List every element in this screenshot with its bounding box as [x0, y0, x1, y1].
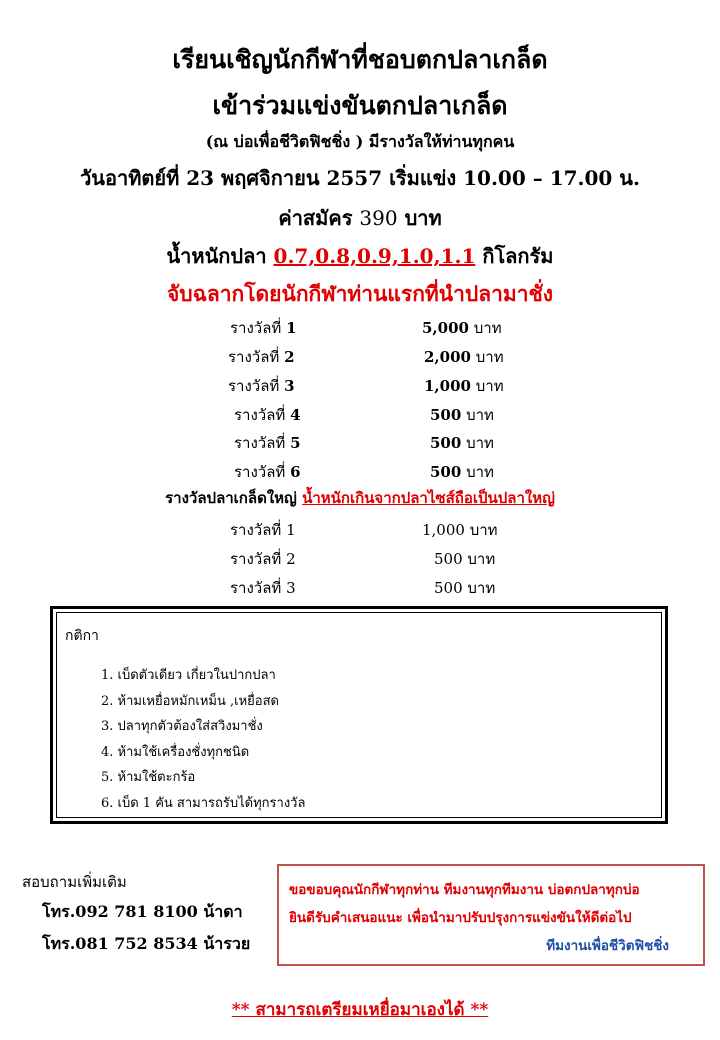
rule-item: 2. ห้ามเหยื่อหมักเหม็น ,เหยื่อสด	[101, 693, 279, 709]
big-fish-prize-amount: 500 บาท	[434, 550, 496, 568]
big-fish-title: รางวัลปลาเกล็ดใหญ่	[165, 489, 297, 507]
prize-label: รางวัลที่ 1	[230, 319, 297, 337]
date-time-line: วันอาทิตย์ที่ 23 พฤศจิกายน 2557 เริ่มแข่ง 10.00 – 17.00 น.	[80, 166, 640, 190]
prize-amount: 500 บาท	[430, 434, 494, 452]
prize-amount: 5,000 บาท	[422, 319, 502, 337]
big-fish-prize-amount: 1,000 บาท	[422, 521, 498, 539]
prize-amount: 500 บาท	[430, 463, 494, 481]
prize-amount: 2,000 บาท	[424, 348, 504, 366]
big-fish-prize-label: รางวัลที่ 1	[230, 521, 296, 539]
prize-label: รางวัลที่ 6	[234, 463, 301, 481]
big-fish-prize-amount: 500 บาท	[434, 579, 496, 597]
rules-title: กติกา	[65, 628, 99, 644]
rules-inner-frame	[56, 612, 662, 818]
thanks-line: ขอขอบคุณนักกีฬาทุกท่าน ทีมงานทุกทีมงาน บ่อตกปลาทุกบ่อ	[289, 882, 640, 898]
fee-unit: บาท	[404, 206, 442, 230]
contact-label: สอบถามเพิ่มเติม	[22, 873, 127, 891]
contact-phone: โทร.092 781 8100 น้าดา	[42, 902, 243, 921]
thanks-box	[277, 864, 705, 966]
big-fish-prize-label: รางวัลที่ 3	[230, 579, 296, 597]
fee-label: ค่าสมัคร	[278, 206, 353, 230]
big-fish-note: น้ำหนักเกินจากปลาไซส์ถือเป็นปลาใหญ่	[302, 489, 555, 507]
weight-unit: กิโลกรัม	[482, 244, 554, 268]
rules-list	[101, 663, 305, 816]
headline-invite: เรียนเชิญนักกีฬาที่ชอบตกปลาเกล็ด	[172, 45, 548, 74]
rule-item: 1. เบ็ดตัวเดียว เกี่ยวในปากปลา	[101, 668, 276, 683]
contact-phone: โทร.081 752 8534 น้ารวย	[42, 934, 251, 953]
entry-fee	[0, 202, 720, 234]
bait-note: ** สามารถเตรียมเหยื่อมาเองได้ **	[231, 1000, 489, 1020]
prize-label: รางวัลที่ 5	[234, 434, 301, 452]
rule-item: 4. ห้ามใช้เครื่องชั่งทุกชนิด	[101, 744, 250, 760]
prize-label: รางวัลที่ 2	[228, 348, 295, 366]
weight-label: น้ำหนักปลา	[166, 244, 267, 268]
prize-amount: 500 บาท	[430, 406, 494, 424]
rules-box	[50, 606, 668, 824]
lottery-note: จับฉลากโดยนักกีฬาท่านแรกที่นำปลามาชั่ง	[166, 281, 554, 306]
thanks-line: ยินดีรับคำเสนอแนะ เพื่อนำมาปรับปรุงการแข่งขันให้ดีต่อไป	[289, 910, 632, 926]
headline-join: เข้าร่วมแข่งขันตกปลาเกล็ด	[212, 91, 508, 120]
prize-label: รางวัลที่ 4	[234, 406, 301, 424]
rule-item: 5. ห้ามใช้ตะกร้อ	[101, 770, 196, 785]
big-fish-prize-label: รางวัลที่ 2	[230, 550, 296, 568]
thanks-signature: ทีมงานเพื่อชีวิตฟิชชิ่ง	[546, 938, 669, 954]
rule-item: 6. เบ็ด 1 คัน สามารถรับได้ทุกรางวัล	[101, 795, 306, 811]
weight-values: 0.7,0.8,0.9,1.0,1.1	[273, 244, 476, 268]
fee-value: 390	[359, 206, 398, 230]
rule-item: 3. ปลาทุกตัวต้องใส่สวิงมาชั่ง	[101, 719, 263, 734]
prize-amount: 1,000 บาท	[424, 377, 504, 395]
venue-line: (ณ บ่อเพื่อชีวิตฟิชชิ่ง ) มีรางวัลให้ท่านทุกคน	[205, 132, 515, 151]
fish-weight	[0, 240, 720, 272]
big-fish-heading	[0, 486, 720, 510]
prize-label: รางวัลที่ 3	[228, 377, 295, 395]
